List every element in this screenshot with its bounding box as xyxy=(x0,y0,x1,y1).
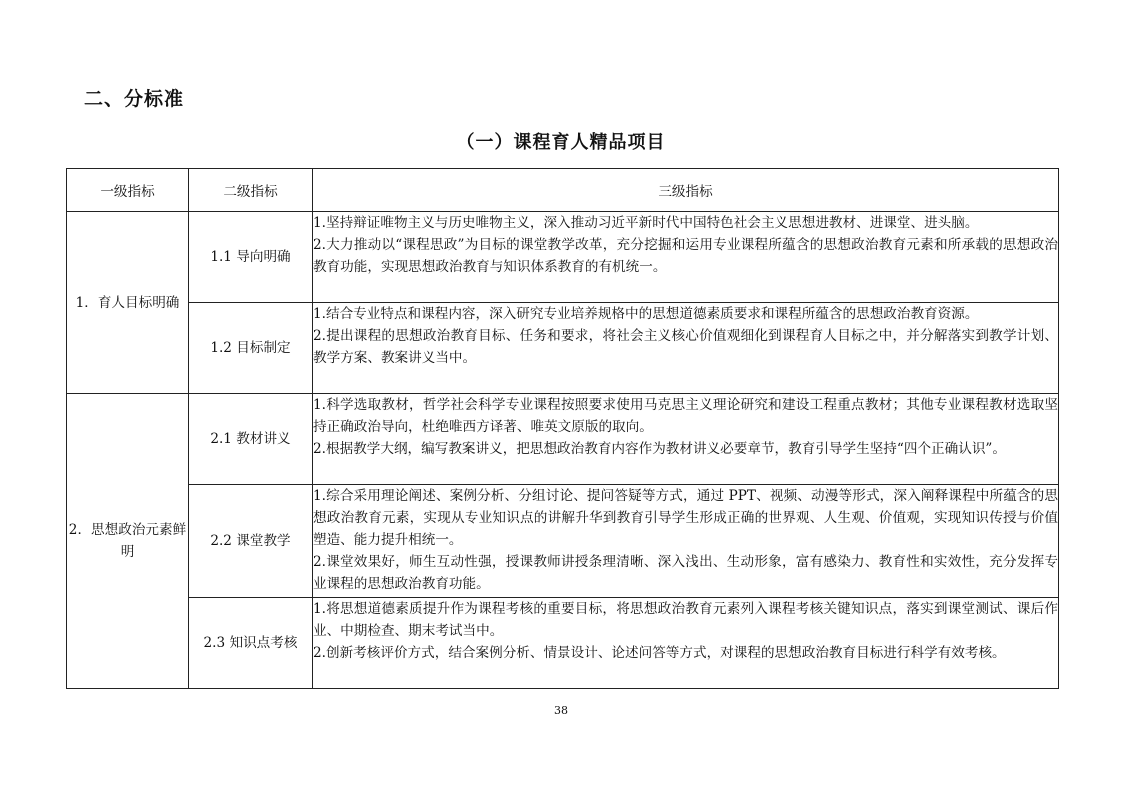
level3-cell-2-2 xyxy=(313,485,1059,598)
criterion-text: 1.结合专业特点和课程内容，深入研究专业培养规格中的思想道德素质要求和课程所蕴含的思想政治教育资源。 xyxy=(313,306,979,322)
criterion-text: 2.提出课程的思想政治教育目标、任务和要求，将社会主义核心价值观细化到课程育人目标之中，并分解落实到教学计划、教学方案、教案讲义当中。 xyxy=(313,328,1058,366)
criterion-text: 1.坚持辩证唯物主义与历史唯物主义，深入推动习近平新时代中国特色社会主义思想进教材、进课堂、进头脑。 xyxy=(313,215,979,231)
table-row xyxy=(67,394,1059,485)
level3-cell-2-1 xyxy=(313,394,1059,485)
criterion-text: 2.创新考核评价方式，结合案例分析、情景设计、论述问答等方式，对课程的思想政治教育目标进行科学有效考核。 xyxy=(313,645,1006,661)
table-row xyxy=(67,212,1059,303)
table-header-row xyxy=(67,169,1059,212)
level2-cell-1-2: 1.2 目标制定 xyxy=(189,303,313,394)
table-title: （一）课程育人精品项目 xyxy=(456,132,666,153)
level1-cell-1: 1．育人目标明确 xyxy=(67,212,189,394)
level1-cell-2: 2．思想政治元素鲜明 xyxy=(67,394,189,689)
level2-cell-2-2: 2.2 课堂教学 xyxy=(189,485,313,598)
level3-cell-1-2 xyxy=(313,303,1059,394)
level2-cell-1-1: 1.1 导向明确 xyxy=(189,212,313,303)
level3-cell-1-1 xyxy=(313,212,1059,303)
criterion-text: 1.将思想道德素质提升作为课程考核的重要目标，将思想政治教育元素列入课程考核关键知识点，落实到课堂测试、课后作业、中期检查、期末考试当中。 xyxy=(313,601,1058,639)
header-level2: 二级指标 xyxy=(189,169,313,212)
criterion-text: 1.综合采用理论阐述、案例分析、分组讨论、提问答疑等方式，通过 PPT、视频、动漫等形式，深入阐释课程中所蕴含的思想政治教育元素，实现从专业知识点的讲解升华到教育引导学生形成正确的世界观、人生观、价值观，实现知识传授与价值塑造、能力提升相统一。 xyxy=(313,488,1058,548)
table-row xyxy=(67,485,1059,598)
criterion-text: 1.科学选取教材，哲学社会科学专业课程按照要求使用马克思主义理论研究和建设工程重点教材；其他专业课程教材选取坚持正确政治导向，杜绝唯西方译著、唯英文原版的取向。 xyxy=(313,397,1058,435)
criterion-text: 2.根据教学大纲，编写教案讲义，把思想政治教育内容作为教材讲义必要章节，教育引导学生坚持“四个正确认识”。 xyxy=(313,441,1006,457)
level2-cell-2-1: 2.1 教材讲义 xyxy=(189,394,313,485)
table-row xyxy=(67,303,1059,394)
page-number: 38 xyxy=(554,704,568,717)
criterion-text: 2.课堂效果好，师生互动性强，授课教师讲授条理清晰、深入浅出、生动形象，富有感染力、教育性和实效性，充分发挥专业课程的思想政治教育功能。 xyxy=(313,554,1058,592)
table-row xyxy=(67,598,1059,689)
section-heading: 二、分标准 xyxy=(84,88,185,110)
criteria-table xyxy=(66,168,1059,689)
criterion-text: 2.大力推动以“课程思政”为目标的课堂教学改革，充分挖掘和运用专业课程所蕴含的思想政治教育元素和所承载的思想政治教育功能，实现思想政治教育与知识体系教育的有机统一。 xyxy=(313,237,1058,275)
header-level3: 三级指标 xyxy=(313,169,1059,212)
level2-cell-2-3: 2.3 知识点考核 xyxy=(189,598,313,689)
level3-cell-2-3 xyxy=(313,598,1059,689)
header-level1: 一级指标 xyxy=(67,169,189,212)
